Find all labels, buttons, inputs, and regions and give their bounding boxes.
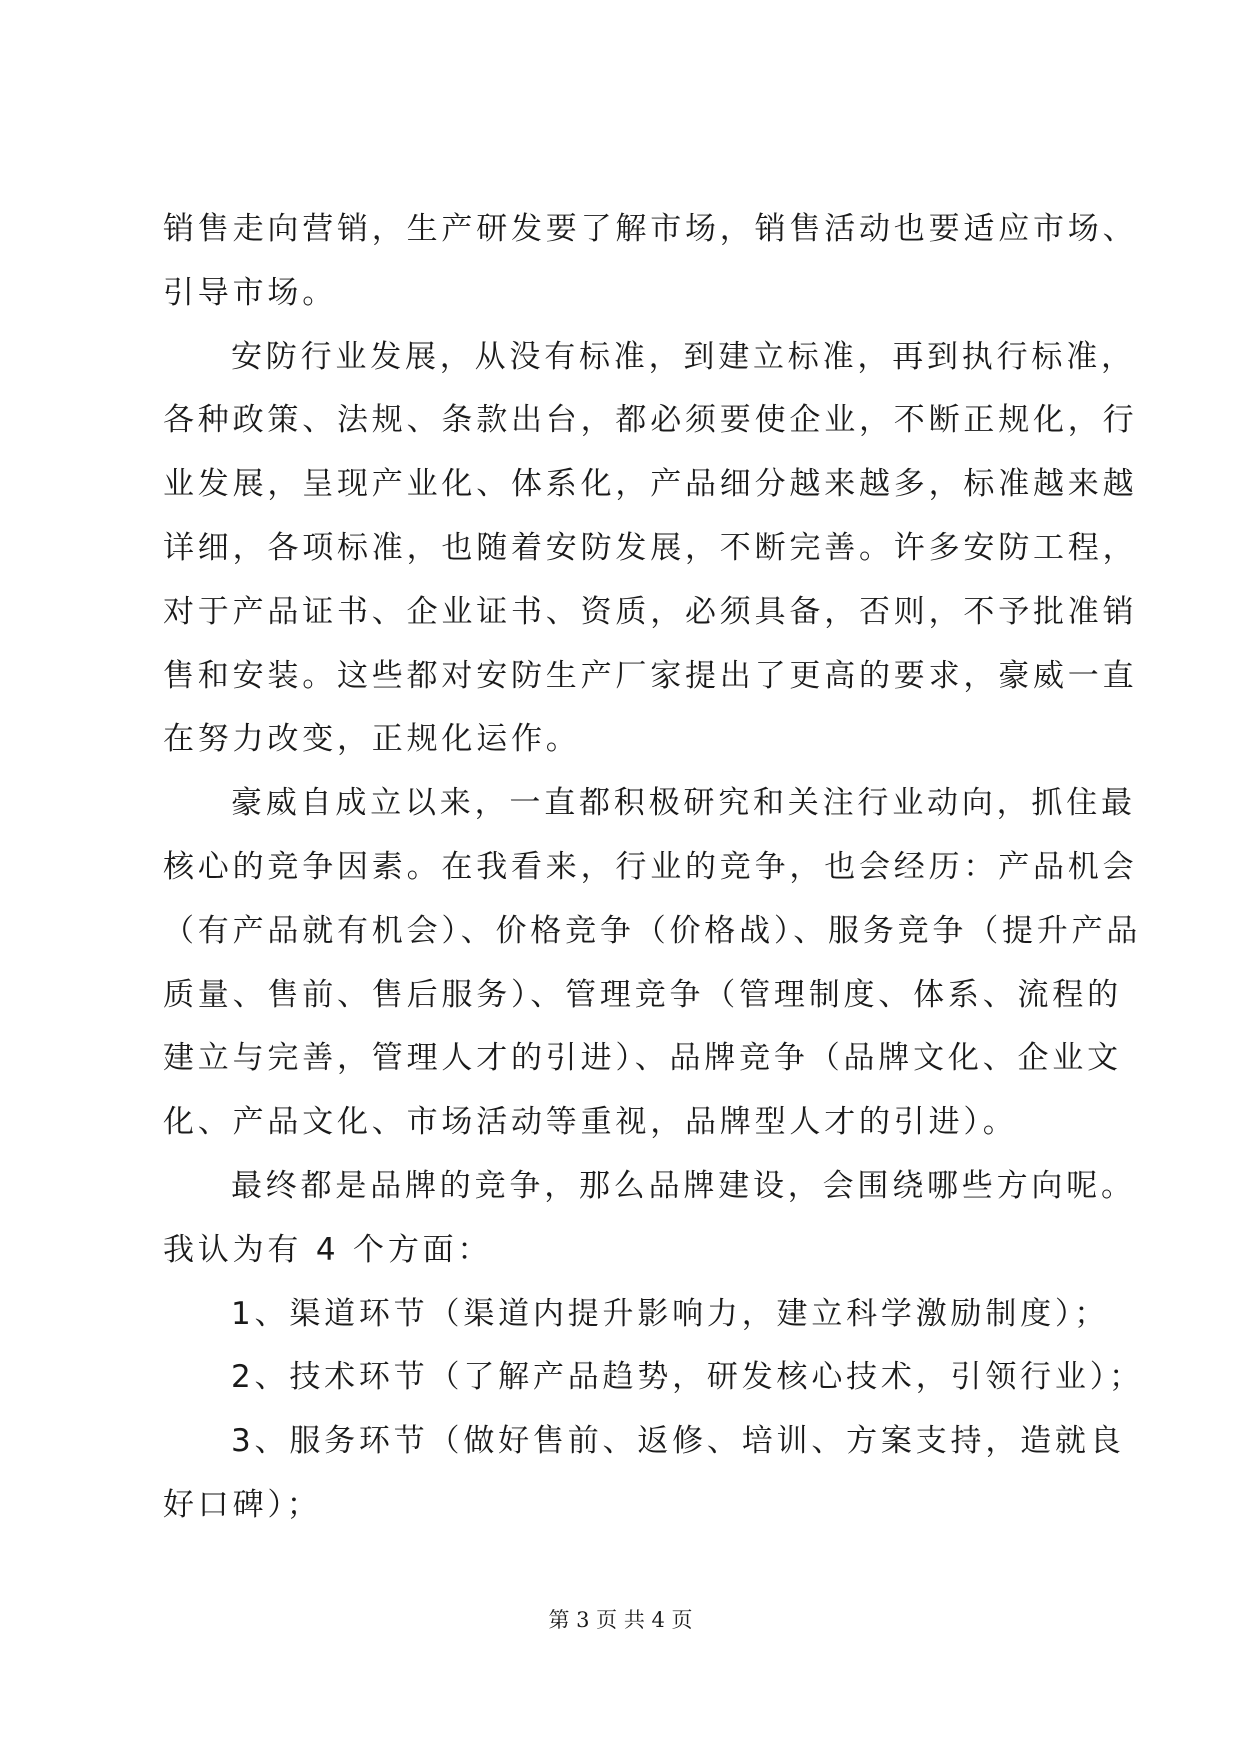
paragraph-start-line: 安防行业发展，从没有标准，到建立标准，再到执行标准， [231,338,1136,375]
document-body [163,198,1144,1538]
text-line: 详细，各项标准，也随着安防发展，不断完善。许多安防工程， [163,529,1138,566]
text-line: 对于产品证书、企业证书、资质，必须具备，否则，不予批准销 [163,593,1138,630]
text-line: 各种政策、法规、条款出台，都必须要使企业，不断正规化，行 [163,402,1138,439]
paragraph-start-line: 豪威自成立以来，一直都积极研究和关注行业动向，抓住最 [231,785,1136,822]
text-line: 在努力改变，正规化运作。 [163,721,581,758]
list-item-line: 1、渠道环节（渠道内提升影响力，建立科学激励制度）； [231,1295,1110,1332]
list-item-line: 3、服务环节（做好售前、返修、培训、方案支持，造就良 [231,1423,1125,1460]
text-line: 销售走向营销，生产研发要了解市场，销售活动也要适应市场、 [163,211,1138,247]
text-line: 建立与完善，管理人才的引进）、品牌竞争（品牌文化、企业文 [163,1040,1122,1077]
text-line: 我认为有 4 个方面： [163,1231,493,1268]
text-line: 核心的竞争因素。在我看来，行业的竞争，也会经历：产品机会 [163,848,1138,885]
text-line: 质量、售前、售后服务）、管理竞争（管理制度、体系、流程的 [163,976,1122,1013]
text-line: 好口碑）； [163,1486,322,1523]
list-item-line: 2、技术环节（了解产品趋势，研发核心技术，引领行业）； [231,1359,1144,1396]
page-footer [0,1604,1241,1634]
page-number: 第 3 页 [548,1608,618,1632]
page-total: 共 4 页 [623,1608,693,1632]
text-line: 化、产品文化、市场活动等重视，品牌型人才的引进）。 [163,1104,1018,1141]
text-line: 业发展，呈现产业化、体系化，产品细分越来越多，标准越来越 [163,466,1138,503]
text-line: 引导市场。 [163,274,337,311]
text-line: （有产品就有机会）、价格竞争（价格战）、服务竞争（提升产品 [163,912,1142,949]
text-line: 售和安装。这些都对安防生产厂家提出了更高的要求，豪威一直 [163,657,1138,694]
paragraph-start-line: 最终都是品牌的竞争，那么品牌建设，会围绕哪些方向呢。 [231,1167,1136,1204]
